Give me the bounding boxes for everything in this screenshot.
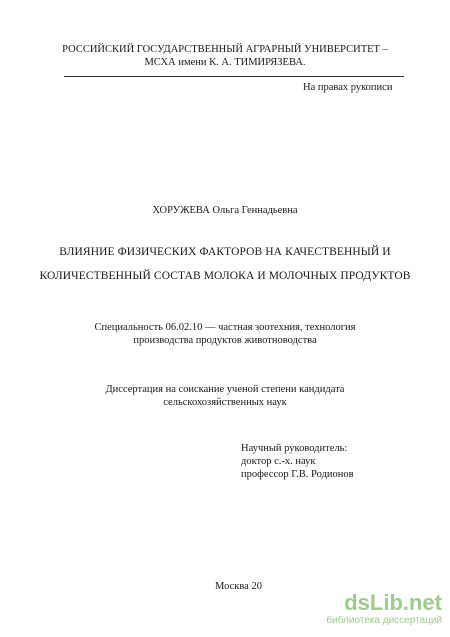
dslib-watermark bbox=[322, 591, 442, 631]
header-divider bbox=[64, 76, 404, 77]
supervisor-degree: доктор с.-х. наук bbox=[241, 456, 316, 467]
supervisor-name: профессор Г.В. Родионов bbox=[241, 469, 354, 480]
degree-line1: Диссертация на соискание ученой степени кандидата bbox=[105, 384, 345, 395]
specialty-line1: Специальность 06.02.10 — частная зоотехния, технология bbox=[94, 322, 356, 333]
dissertation-title-line1: ВЛИЯНИЕ ФИЗИЧЕСКИХ ФАКТОРОВ НА КАЧЕСТВЕННЫЙ И bbox=[59, 246, 391, 258]
university-name-line2: МСХА имени К. А. ТИМИРЯЗЕВА. bbox=[144, 57, 306, 68]
author-name: ХОРУЖЕВА Ольга Геннадьевна bbox=[152, 205, 298, 216]
rights-note: На правах рукописи bbox=[303, 82, 393, 93]
specialty-line2: производства продуктов животноводства bbox=[133, 335, 317, 346]
watermark-subtitle: библиотека диссертаций bbox=[326, 615, 442, 626]
university-name-line1: РОССИЙСКИЙ ГОСУДАРСТВЕННЫЙ АГРАРНЫЙ УНИВЕРСИТЕТ – bbox=[62, 44, 388, 55]
place-year: Москва 20 bbox=[215, 581, 262, 592]
degree-line2: сельскохозяйственных наук bbox=[163, 397, 287, 408]
supervisor-label: Научный руководитель: bbox=[241, 443, 348, 454]
watermark-logo: dsLib.net bbox=[344, 590, 442, 615]
dissertation-title-line2: КОЛИЧЕСТВЕННЫЙ СОСТАВ МОЛОКА И МОЛОЧНЫХ ПРОДУКТОВ bbox=[39, 270, 411, 282]
